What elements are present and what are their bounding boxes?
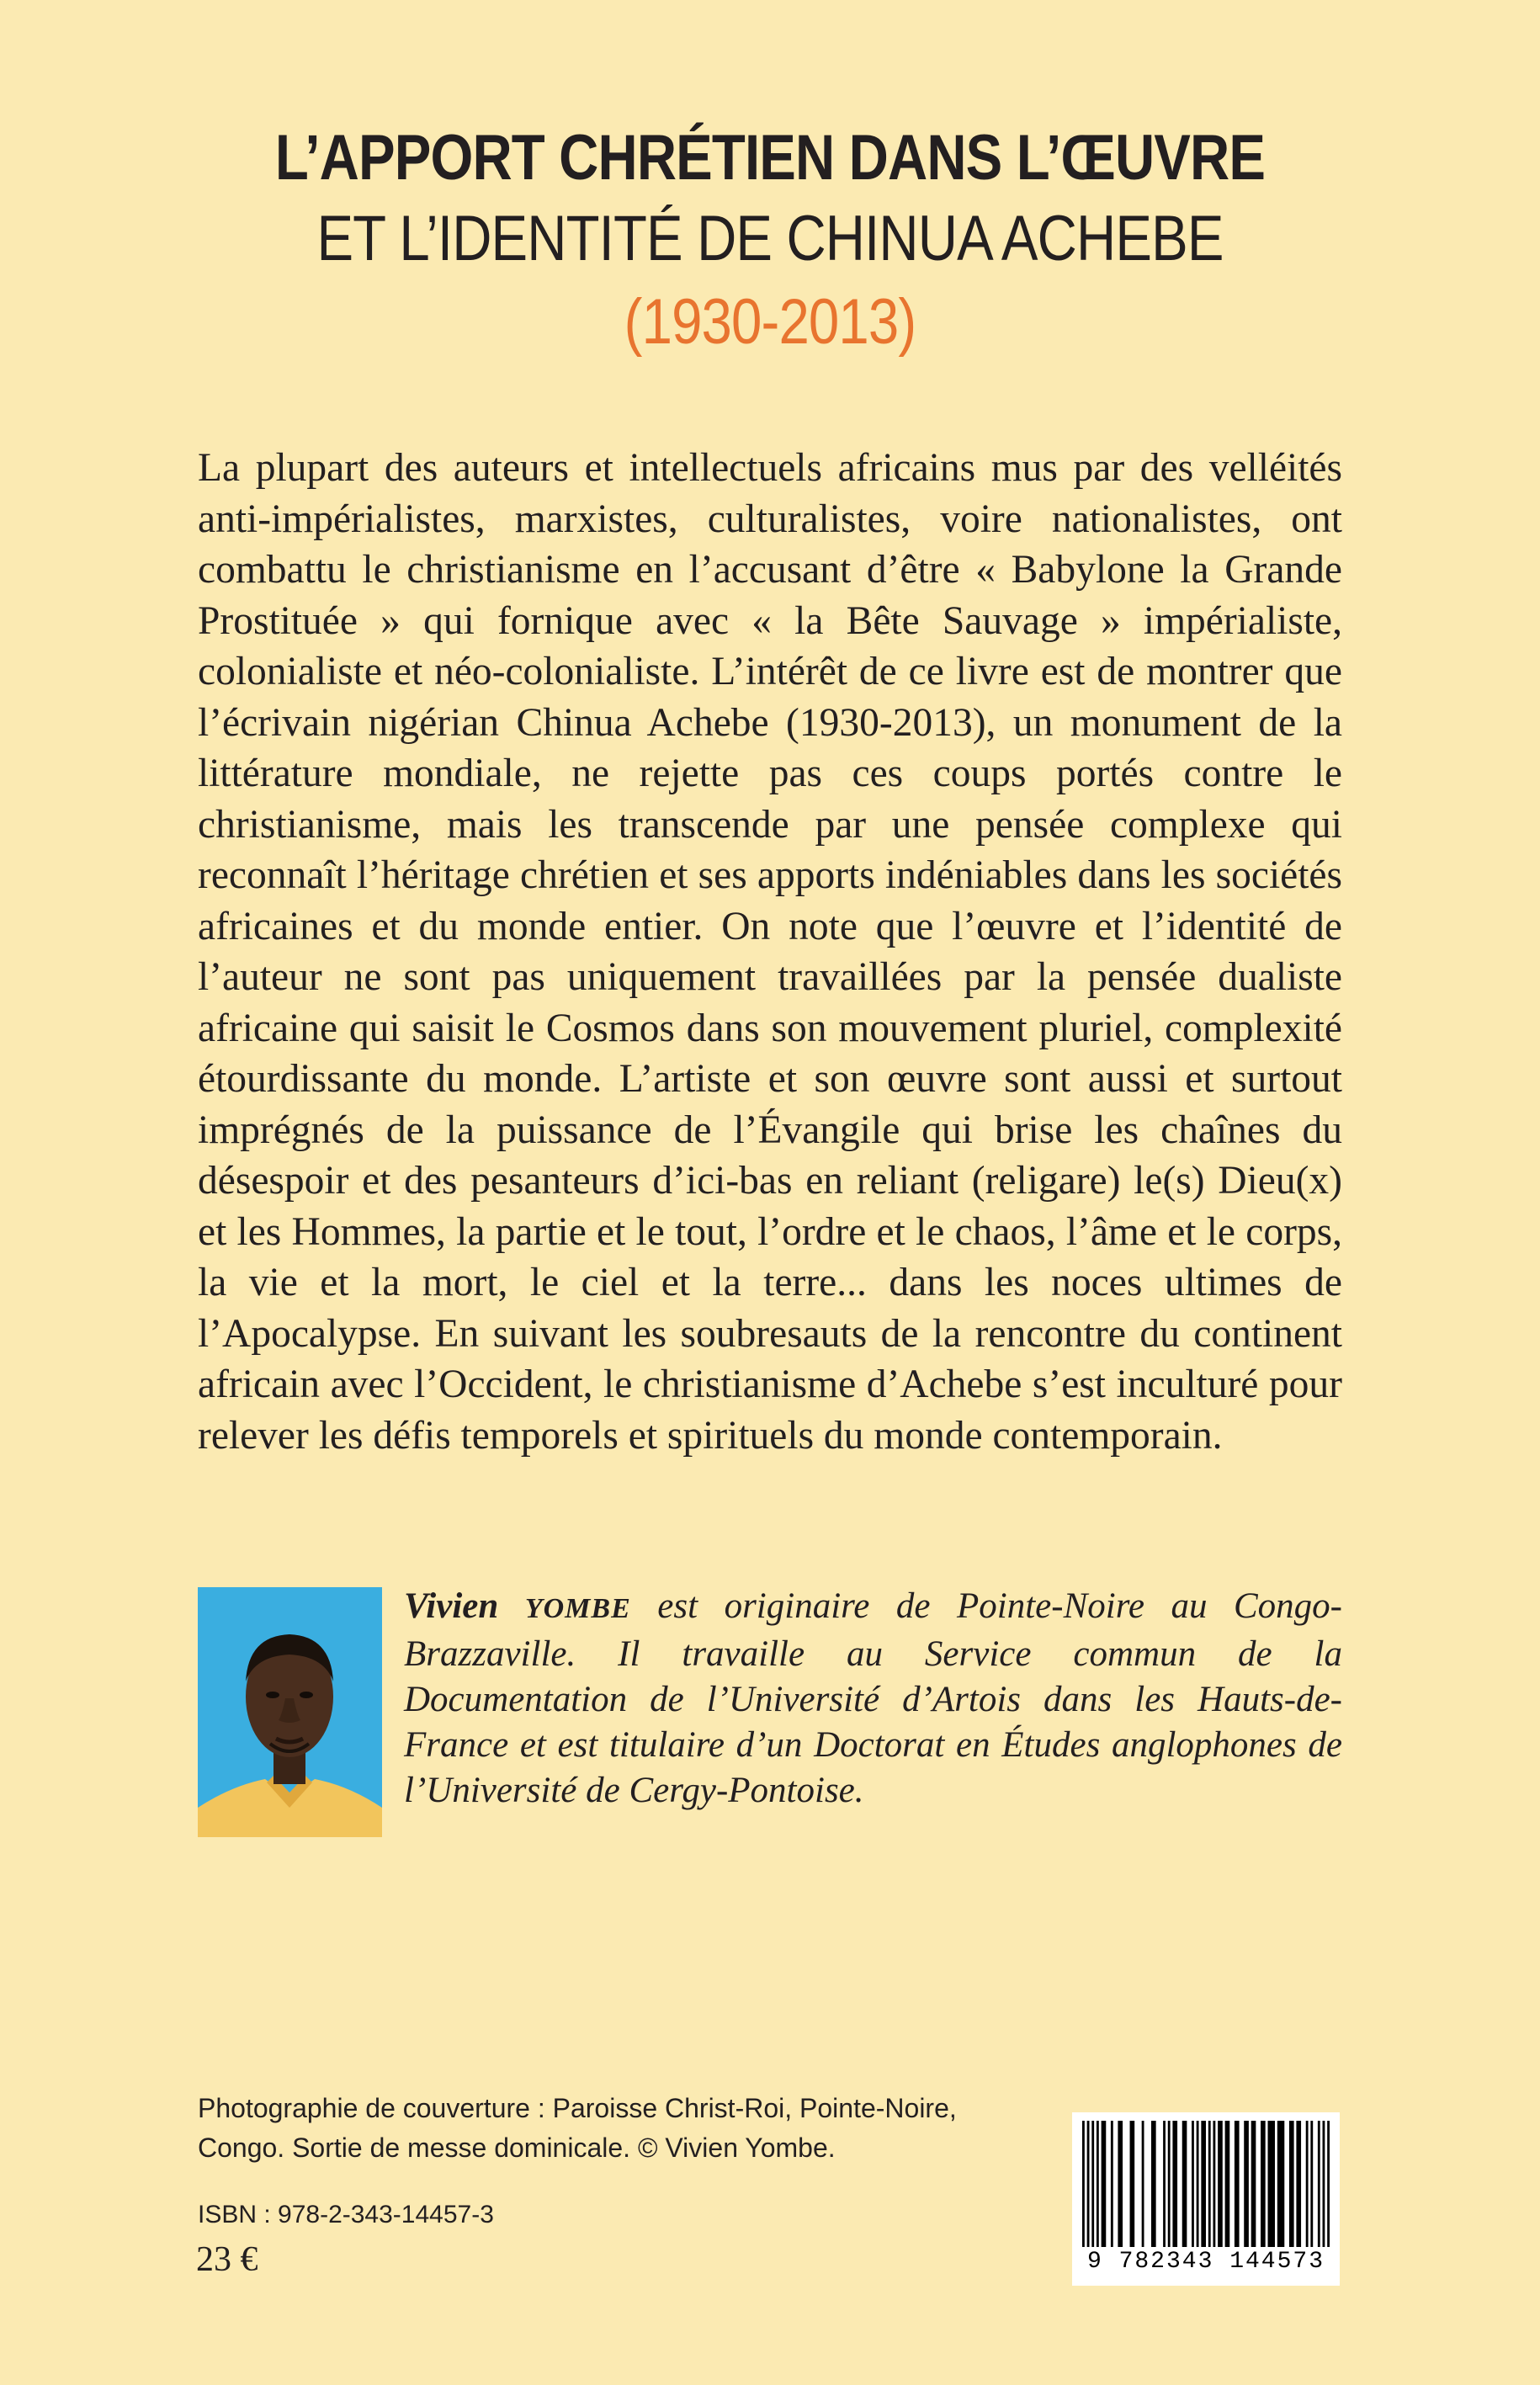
barcode-bar	[1142, 2121, 1144, 2247]
barcode-bar	[1130, 2121, 1135, 2247]
author-photo	[198, 1587, 382, 1837]
barcode	[1072, 2112, 1340, 2286]
barcode-bar	[1192, 2121, 1194, 2247]
barcode-bar	[1289, 2121, 1294, 2247]
cover-photo-credit: Photographie de couverture : Paroisse Christ-Roi, Pointe-Noire, Congo. Sortie de messe dominicale. © Vivien Yombe.	[198, 2093, 957, 2163]
barcode-bars	[1082, 2121, 1330, 2247]
author-name	[404, 1586, 631, 1626]
author-bio	[404, 1584, 1342, 1814]
barcode-bar	[1201, 2121, 1206, 2247]
barcode-bar	[1327, 2121, 1330, 2247]
barcode-bar	[1118, 2121, 1123, 2247]
barcode-bar	[1306, 2121, 1309, 2247]
barcode-bar	[1163, 2121, 1166, 2247]
author-portrait-illustration	[198, 1587, 382, 1837]
barcode-bar	[1097, 2121, 1099, 2247]
barcode-bar	[1208, 2121, 1211, 2247]
barcode-bar	[1102, 2121, 1107, 2247]
isbn: ISBN : 978-2-343-14457-3	[198, 2201, 494, 2228]
barcode-bar	[1244, 2121, 1249, 2247]
barcode-bar	[1318, 2121, 1320, 2247]
barcode-bar	[1182, 2121, 1187, 2247]
author-last-name-rest: OMBE	[543, 1593, 631, 1624]
barcode-bar	[1323, 2121, 1325, 2247]
book-title-years: (1930-2013)	[624, 286, 916, 358]
barcode-bar	[1087, 2121, 1090, 2247]
barcode-bar	[1091, 2121, 1094, 2247]
book-title-line-1: L’APPORT CHRÉTIEN DANS L’ŒUVRE	[274, 122, 1266, 194]
barcode-bar	[1235, 2121, 1240, 2247]
author-bio-text: est originaire de Pointe-Noire au Congo-Brazzaville. Il travaille au Service commun de la Documentation de l’Université d’Artois dans les Hauts-de-France et est titulaire d’un Doctorat en Études anglophones de l’Université de Cergy-Pontoise.	[404, 1586, 1342, 1810]
barcode-digits: 9 782343 144573	[1086, 2249, 1325, 2275]
book-blurb: La plupart des auteurs et intellectuels africains mus par des velléités anti-impérialistes, marxistes, culturalistes, voire nationalistes, ont combattu le christianisme en l’accusant d’être « Babylone la Grande Prostituée » qui fornique avec « la Bête Sauvage » impérialiste, colonialiste et néo-colonialiste. L’intérêt de ce livre est de montrer que l’écrivain nigérian Chinua Achebe (1930-2013), un monument de la littérature mondiale, ne rejette pas ces coups portés contre le christianisme, mais les transcende par une pensée complexe qui reconnaît l’héritage chrétien et ses apports indéniables dans les sociétés africaines et du monde entier. On note que l’œuvre et l’identité de l’auteur ne sont pas uniquement travaillées par la pensée dualiste africaine qui saisit le Cosmos dans son mouvement pluriel, complexité étourdissante du monde. L’artiste et son œuvre sont aussi et surtout imprégnés de la puissance de l’Évangile qui brise les chaînes du désespoir et des pesanteurs d’ici-bas en reliant (religare) le(s) Dieu(x) et les Hommes, la partie et le tout, l’ordre et le chaos, l’âme et le corps, la vie et la mort, le ciel et la terre... dans les noces ultimes de l’Apocalypse. En suivant les soubresauts de la rencontre du continent africain avec l’Occident, le christianisme d’Achebe s’est inculturé pour relever les défis temporels et spirituels du monde contemporain.	[198, 446, 1342, 1458]
barcode-bar	[1197, 2121, 1199, 2247]
barcode-bar	[1151, 2121, 1156, 2247]
barcode-bar	[1172, 2121, 1177, 2247]
author-first-name: Vivien	[404, 1586, 499, 1626]
title-block	[0, 118, 1540, 365]
barcode-bar	[1111, 2121, 1113, 2247]
barcode-bar	[1310, 2121, 1313, 2247]
barcode-bar	[1218, 2121, 1223, 2247]
barcode-bar	[1082, 2121, 1085, 2247]
barcode-bar	[1261, 2121, 1266, 2247]
barcode-bar	[1225, 2121, 1230, 2247]
barcode-bar	[1268, 2121, 1275, 2247]
barcode-bar	[1277, 2121, 1284, 2247]
barcode-bar	[1251, 2121, 1256, 2247]
barcode-bar	[1296, 2121, 1301, 2247]
price: 23 €	[196, 2240, 258, 2279]
author-last-name: YOMBE	[524, 1593, 631, 1624]
barcode-bar	[1213, 2121, 1215, 2247]
barcode-bar	[1168, 2121, 1171, 2247]
book-title-line-2: ET L’IDENTITÉ DE CHINUA ACHEBE	[316, 203, 1224, 274]
